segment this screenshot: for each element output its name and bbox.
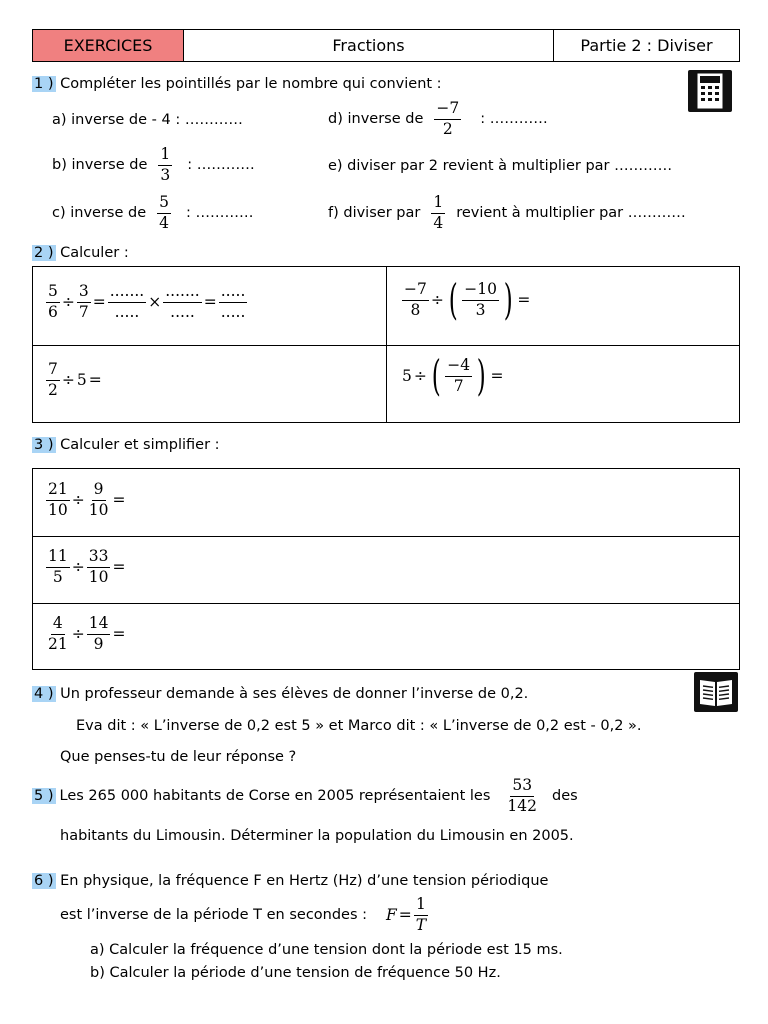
ex5-number: 5 ) [34, 788, 54, 805]
ex1-f-label: f) diviser par [328, 205, 421, 222]
ex2-heading [32, 245, 129, 261]
ex1-b-tail: : ………… [187, 157, 255, 174]
ex3-row-3: $\frac{4}{21}$ ÷ $\frac{14}{9}$ = [48, 614, 126, 653]
ex2-cell-3: $\frac{7}{2}$ ÷ 5 = [48, 360, 102, 399]
ex1-heading [32, 76, 442, 92]
ex1-item-e: e) diviser par 2 revient à multiplier par ………… [328, 158, 673, 174]
ex1-b-fraction: $\frac{1}{3}$ [160, 145, 171, 184]
ex3-row-2: $\frac{11}{5}$ ÷ $\frac{33}{10}$ = [48, 547, 126, 586]
ex1-item-f [328, 194, 686, 233]
partie-label: Partie 2 : Diviser [580, 36, 713, 55]
ex1-prompt: Compléter les pointillés par le nombre qui convient : [60, 76, 442, 92]
ex4-text-1: Un professeur demande à ses élèves de donner l’inverse de 0,2. [60, 686, 529, 702]
ex6-number: 6 ) [34, 873, 54, 889]
ex1-c-fraction: $\frac{5}{4}$ [159, 193, 170, 232]
ex3-heading [32, 437, 220, 453]
formula-lhs: F [386, 906, 397, 925]
ex2-prompt: Calculer : [60, 245, 129, 261]
ex1-item-c [52, 194, 254, 233]
ex1-item-b [52, 146, 255, 185]
formula-fraction: $\frac{1}{T}$ [415, 895, 427, 934]
ex3-table-divider-2 [33, 603, 739, 604]
ex1-item-a: a) inverse de - 4 : ………… [52, 112, 243, 128]
ex6-question-b: b) Calculer la période d’une tension de fréquence 50 Hz. [90, 965, 501, 981]
ex2-number: 2 ) [34, 245, 54, 261]
header-bar [32, 29, 740, 62]
ex6-text-1: En physique, la fréquence F en Hertz (Hz) d’une tension périodique [60, 873, 549, 889]
ex2-table-hdivider [33, 345, 739, 346]
ex3-number: 3 ) [34, 437, 54, 453]
ex1-f-fraction: $\frac{1}{4}$ [433, 193, 444, 232]
ex1-item-d [328, 100, 548, 139]
calculator-icon [688, 70, 732, 112]
ex4-line-2: Eva dit : « L’inverse de 0,2 est 5 » et Marco dit : « L’inverse de 0,2 est - 0,2 ». [76, 718, 642, 734]
ex3-table [32, 468, 740, 670]
exercices-label: EXERCICES [33, 30, 184, 61]
ex2-cell-2: $\frac{-7}{8}$ ÷ ( $\frac{-10}{3}$ ) = [404, 275, 531, 324]
ex1-number: 1 ) [34, 76, 54, 92]
ex6-question-a: a) Calculer la fréquence d’une tension dont la période est 15 ms. [90, 942, 563, 958]
ex6-line-2 [60, 896, 429, 935]
ex5-line-1 [32, 777, 578, 816]
book-icon [694, 672, 738, 712]
ex4-line-1 [32, 686, 528, 702]
ex1-d-label: d) inverse de [328, 111, 424, 128]
ex6-text-2: est l’inverse de la période T en secondes : [60, 907, 368, 924]
ex5-fraction: $\frac{53}{142}$ [507, 776, 538, 815]
ex1-c-tail: : ………… [186, 205, 254, 222]
ex1-b-label: b) inverse de [52, 157, 148, 174]
ex5-text-1: Les 265 000 habitants de Corse en 2005 représentaient les [59, 788, 491, 805]
ex2-cell-4: 5 ÷ ( $\frac{-4}{7}$ ) = [402, 351, 504, 400]
ex5-text-tail: des [552, 788, 578, 805]
ex4-number: 4 ) [34, 686, 54, 702]
ex3-prompt: Calculer et simplifier : [60, 437, 220, 453]
ex3-table-divider-1 [33, 536, 739, 537]
ex6-line-1 [32, 873, 548, 889]
ex1-d-fraction: $\frac{-7}{2}$ [436, 99, 460, 138]
ex4-line-3: Que penses-tu de leur réponse ? [60, 749, 297, 765]
ex1-c-label: c) inverse de [52, 205, 147, 222]
ex1-f-tail: revient à multiplier par ………… [456, 205, 686, 222]
ex3-row-1: $\frac{21}{10}$ ÷ $\frac{9}{10}$ = [48, 480, 126, 519]
ex1-d-tail: : ………… [480, 111, 548, 128]
ex5-line-2: habitants du Limousin. Déterminer la population du Limousin en 2005. [60, 828, 574, 844]
ex2-table [32, 266, 740, 423]
ex2-cell-1: $\frac{5}{6}$ ÷ $\frac{3}{7}$ = $\frac{.......}{.....}$ × $\frac{.......}{.....}$ = $\frac{.....}{.....}$ [48, 282, 246, 321]
page-title: Fractions [184, 30, 554, 61]
formula-eq: = [398, 906, 412, 925]
